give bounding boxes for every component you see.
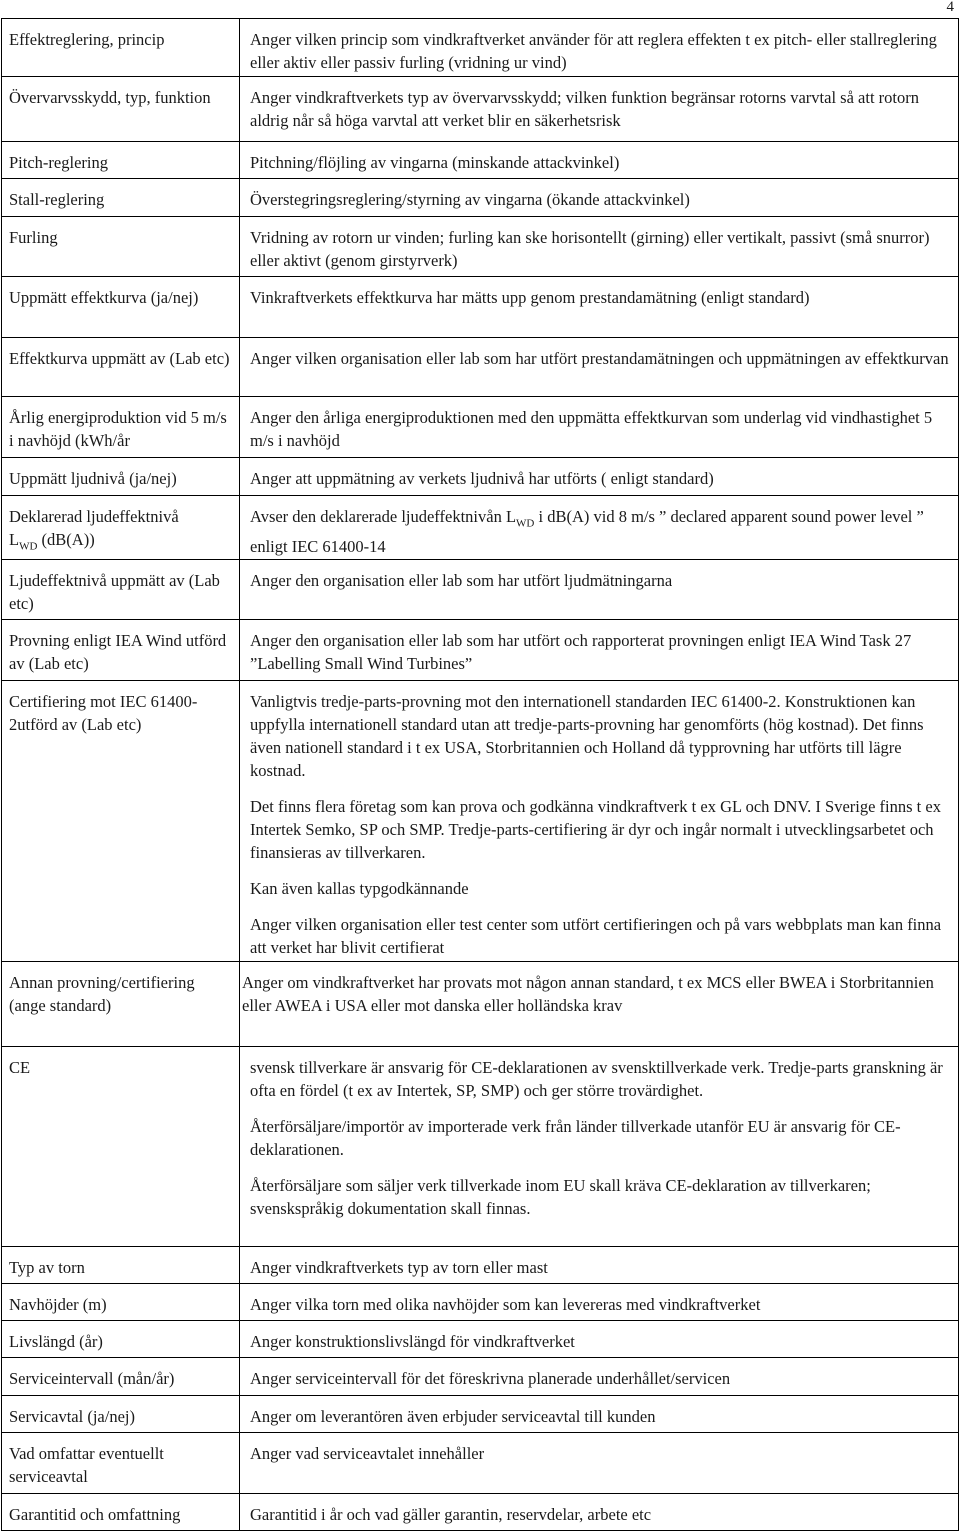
description-paragraph xyxy=(250,505,954,558)
description-text xyxy=(240,681,958,959)
term-text xyxy=(2,77,239,109)
term-cell xyxy=(2,1246,240,1283)
description-fragment: Avser den deklarerade ljudeffektnivån L xyxy=(250,506,517,526)
term-cell xyxy=(2,337,240,396)
description-text xyxy=(240,458,958,490)
term-paragraph: Annan provning/certifiering (ange standard) xyxy=(9,973,195,1016)
description-paragraph: Anger konstruktionslivslängd för vindkraftverket xyxy=(250,1332,575,1352)
description-cell xyxy=(240,457,959,495)
term-paragraph: Servicavtal (ja/nej) xyxy=(9,1406,135,1426)
description-cell xyxy=(240,495,959,559)
description-paragraph: Återförsäljare/importör av importerade verk från länder tillverkade utanför EU är ansvarig för CE-deklarationen. xyxy=(250,1116,901,1159)
description-paragraph: Anger vad serviceavtalet innehåller xyxy=(250,1444,485,1464)
term-text xyxy=(2,458,239,490)
term-paragraph: Serviceintervall (mån/år) xyxy=(9,1369,175,1389)
description-paragraph: Anger vilka torn med olika navhöjder som kan levereras med vindkraftverket xyxy=(250,1294,761,1314)
description-cell xyxy=(240,19,959,77)
description-paragraph: Anger den organisation eller lab som har utfört och rapporterat provningen enligt IEA Wind Task 27 ”Labelling Small Wind Turbines” xyxy=(250,631,912,674)
description-cell xyxy=(240,1358,959,1395)
description-text xyxy=(240,496,958,558)
table-row xyxy=(2,1321,959,1358)
table-row xyxy=(2,216,959,277)
term-cell xyxy=(2,19,240,77)
description-cell xyxy=(240,142,959,179)
term-text xyxy=(2,681,239,736)
term-paragraph: Provning enligt IEA Wind utförd av (Lab etc) xyxy=(9,631,227,674)
term-cell xyxy=(2,397,240,458)
description-cell xyxy=(240,1046,959,1246)
term-text xyxy=(2,19,239,51)
table-row xyxy=(2,1283,959,1320)
term-paragraph: CE xyxy=(9,1057,31,1077)
term-text xyxy=(2,179,239,211)
description-paragraph: Kan även kallas typgodkännande xyxy=(250,878,469,898)
description-paragraph: Anger vindkraftverkets typ av torn eller mast xyxy=(250,1257,548,1277)
description-paragraph: Det finns flera företag som kan prova och godkänna vindkraftverk t ex GL och DNV. I Sverige finns t ex Intertek Semko, SP och SMP. Tredje-parts-certifiering är dyr och ingår normalt i utvecklingsarbetet och finansieras av tillverkaren. xyxy=(250,796,941,862)
term-cell xyxy=(2,1046,240,1246)
term-fragment: (dB(A)) xyxy=(37,529,95,549)
term-fragment: L xyxy=(9,529,20,549)
description-paragraph: Anger vindkraftverkets typ av övervarvsskydd; vilken funktion begränsar rotorns varvtal så att rotorn aldrig når så höga varvtal att verket blir en säkerhetsrisk xyxy=(250,88,919,131)
term-paragraph: Navhöjder (m) xyxy=(9,1294,107,1314)
description-cell xyxy=(240,77,959,142)
term-cell xyxy=(2,680,240,961)
table-row xyxy=(2,1246,959,1283)
term-cell xyxy=(2,495,240,559)
description-text xyxy=(240,1284,958,1316)
description-cell xyxy=(240,1493,959,1530)
table-row xyxy=(2,1493,959,1530)
term-text xyxy=(2,1321,239,1353)
term-cell xyxy=(2,142,240,179)
term-cell xyxy=(2,1358,240,1395)
term-paragraph: Certifiering mot IEC 61400-2utförd av (Lab etc) xyxy=(9,691,198,734)
description-paragraph: Pitchning/flöjling av vingarna (minskande attackvinkel) xyxy=(250,153,620,173)
term-paragraph: Effektreglering, princip xyxy=(9,30,165,49)
term-paragraph: Årlig energiproduktion vid 5 m/s i navhöjd (kWh/år xyxy=(9,408,227,451)
term-text xyxy=(2,338,239,370)
description-text xyxy=(240,142,958,174)
description-paragraph: Anger om leverantören även erbjuder serviceavtal till kunden xyxy=(250,1406,656,1426)
description-text xyxy=(240,179,958,211)
term-cell xyxy=(2,962,240,1047)
description-paragraph: Anger den årliga energiproduktionen med den uppmätta effektkurvan som underlag vid vindhastighet 5 m/s i navhöjd xyxy=(250,408,933,451)
table-row xyxy=(2,495,959,559)
description-paragraph: Anger om vindkraftverket har provats mot någon annan standard, t ex MCS eller BWEA i Storbritannien eller AWEA i USA eller mot danska eller holländska krav xyxy=(242,973,934,1016)
description-text xyxy=(240,962,958,1017)
term-paragraph: Uppmätt effektkurva (ja/nej) xyxy=(9,288,199,308)
description-paragraph: Överstegringsreglering/styrning av vingarna (ökande attackvinkel) xyxy=(250,190,690,210)
description-fragment: i dB(A) vid 8 m/s ” declared apparent sound power level ” enligt IEC 61400-14 xyxy=(250,506,924,557)
term-text xyxy=(2,1433,239,1488)
term-text xyxy=(2,962,239,1017)
term-cell xyxy=(2,216,240,277)
description-text xyxy=(240,1358,958,1390)
description-cell xyxy=(240,397,959,458)
table-row xyxy=(2,559,959,620)
term-cell xyxy=(2,1433,240,1494)
term-text xyxy=(2,1494,239,1526)
description-text xyxy=(240,19,958,74)
definitions-table xyxy=(1,18,959,1531)
term-text xyxy=(2,397,239,452)
term-text xyxy=(2,277,239,309)
term-text xyxy=(2,620,239,675)
term-text xyxy=(2,1284,239,1316)
description-cell xyxy=(240,1283,959,1320)
table-row xyxy=(2,179,959,216)
table-row xyxy=(2,620,959,681)
table-row xyxy=(2,962,959,1047)
term-paragraph: Stall-reglering xyxy=(9,190,105,210)
description-cell xyxy=(240,559,959,620)
term-cell xyxy=(2,559,240,620)
term-text xyxy=(2,1047,239,1079)
description-cell xyxy=(240,337,959,396)
description-paragraph: Vanligtvis tredje-parts-provning mot den internationell standarden IEC 61400-2. Konstruktionen kan uppfylla internationell standard utan att tredje-parts-provning har genomförts (hög kostnad). Det finns även nationell standard i t ex USA, Storbritannien och Holland då typprovning har utförts till lägre kostnad. xyxy=(250,691,924,780)
term-paragraph: Pitch-reglering xyxy=(9,153,108,173)
description-text xyxy=(240,1047,958,1220)
description-paragraph: Garantitid i år och vad gäller garantin, reservdelar, arbete etc xyxy=(250,1504,652,1524)
description-text xyxy=(240,217,958,272)
term-text xyxy=(2,1396,239,1428)
description-paragraph: Anger att uppmätning av verkets ljudnivå har utförts ( enligt standard) xyxy=(250,468,714,488)
term-paragraph: Ljudeffektnivå uppmätt av (Lab etc) xyxy=(9,570,220,613)
description-cell xyxy=(240,1246,959,1283)
term-paragraph: Typ av torn xyxy=(9,1257,85,1277)
description-cell xyxy=(240,1395,959,1432)
term-fragment: Deklarerad ljudeffektnivå xyxy=(9,506,179,526)
description-cell xyxy=(240,277,959,338)
table-row xyxy=(2,457,959,495)
description-cell xyxy=(240,1321,959,1358)
term-paragraph: Uppmätt ljudnivå (ja/nej) xyxy=(9,468,177,488)
term-text xyxy=(2,560,239,615)
page-number: 4 xyxy=(946,0,954,15)
term-cell xyxy=(2,179,240,216)
term-text xyxy=(2,1358,239,1390)
description-text xyxy=(240,1494,958,1526)
table-row xyxy=(2,77,959,142)
description-paragraph: Vridning av rotorn ur vinden; furling kan ske horisontellt (girning) eller vertikalt, passivt (små snurror) eller aktivt (genom girstyrverk) xyxy=(250,227,930,270)
description-text xyxy=(240,1433,958,1465)
description-text xyxy=(240,1396,958,1428)
description-paragraph: Anger vilken organisation eller test center som utfört certifieringen och på vars webbplats man kan finna att verket har blivit certifierat xyxy=(250,914,942,957)
description-fragment: WD xyxy=(516,517,535,530)
term-cell xyxy=(2,277,240,338)
description-cell xyxy=(240,680,959,961)
description-paragraph: Anger den organisation eller lab som har utfört ljudmätningarna xyxy=(250,570,673,590)
description-cell xyxy=(240,216,959,277)
table-row xyxy=(2,337,959,396)
term-paragraph: Vad omfattar eventuellt serviceavtal xyxy=(9,1444,164,1487)
table-row xyxy=(2,1395,959,1432)
description-paragraph: Anger serviceintervall för det föreskrivna planerade underhållet/servicen xyxy=(250,1369,731,1389)
table-row xyxy=(2,1358,959,1395)
table-row xyxy=(2,397,959,458)
table-row xyxy=(2,1433,959,1494)
description-text xyxy=(240,397,958,452)
term-cell xyxy=(2,1493,240,1530)
term-paragraph: Furling xyxy=(9,227,58,247)
term-fragment: WD xyxy=(19,540,38,553)
description-text xyxy=(240,77,958,132)
description-paragraph: Anger vilken organisation eller lab som har utfört prestandamätningen och uppmätningen av effektkurvan xyxy=(250,348,949,368)
description-cell xyxy=(240,1433,959,1494)
term-text xyxy=(2,217,239,249)
table-row xyxy=(2,19,959,77)
term-text xyxy=(2,142,239,174)
term-cell xyxy=(2,1395,240,1432)
description-text xyxy=(240,277,958,309)
table-row xyxy=(2,680,959,961)
table-body xyxy=(2,19,959,1531)
description-paragraph: Återförsäljare som säljer verk tillverkade inom EU skall kräva CE-deklaration av tillverkaren; svenskspråkig dokumentation skall finnas. xyxy=(250,1175,871,1218)
term-cell xyxy=(2,77,240,142)
term-cell xyxy=(2,457,240,495)
description-paragraph: Vinkraftverkets effektkurva har mätts upp genom prestandamätning (enligt standard) xyxy=(250,288,810,308)
description-cell xyxy=(240,962,959,1047)
description-text xyxy=(240,620,958,675)
term-cell xyxy=(2,1283,240,1320)
term-paragraph: Övervarvsskydd, typ, funktion xyxy=(9,88,211,108)
description-text xyxy=(240,338,958,370)
term-cell xyxy=(2,1321,240,1358)
description-cell xyxy=(240,620,959,681)
description-text xyxy=(240,1247,958,1279)
description-cell xyxy=(240,179,959,216)
term-cell xyxy=(2,620,240,681)
term-paragraph: Livslängd (år) xyxy=(9,1332,103,1352)
description-paragraph: Anger vilken princip som vindkraftverket använder för att reglera effekten t ex pitch- eller stallreglering eller aktiv eller passiv furling (vridning ur vind) xyxy=(250,30,937,72)
table-row xyxy=(2,142,959,179)
table-row xyxy=(2,277,959,338)
term-text xyxy=(2,496,239,558)
description-text xyxy=(240,1321,958,1353)
description-text xyxy=(240,560,958,592)
term-paragraph: Effektkurva uppmätt av (Lab etc) xyxy=(9,348,230,368)
table-row xyxy=(2,1046,959,1246)
term-paragraph: Garantitid och omfattning xyxy=(9,1504,181,1524)
description-paragraph: svensk tillverkare är ansvarig för CE-deklarationen av svensktillverkade verk. Tredje-parts granskning är ofta en fördel (t ex av Intertek, SP, SMP) och ger större trovärdighet. xyxy=(250,1057,943,1100)
term-text xyxy=(2,1247,239,1279)
